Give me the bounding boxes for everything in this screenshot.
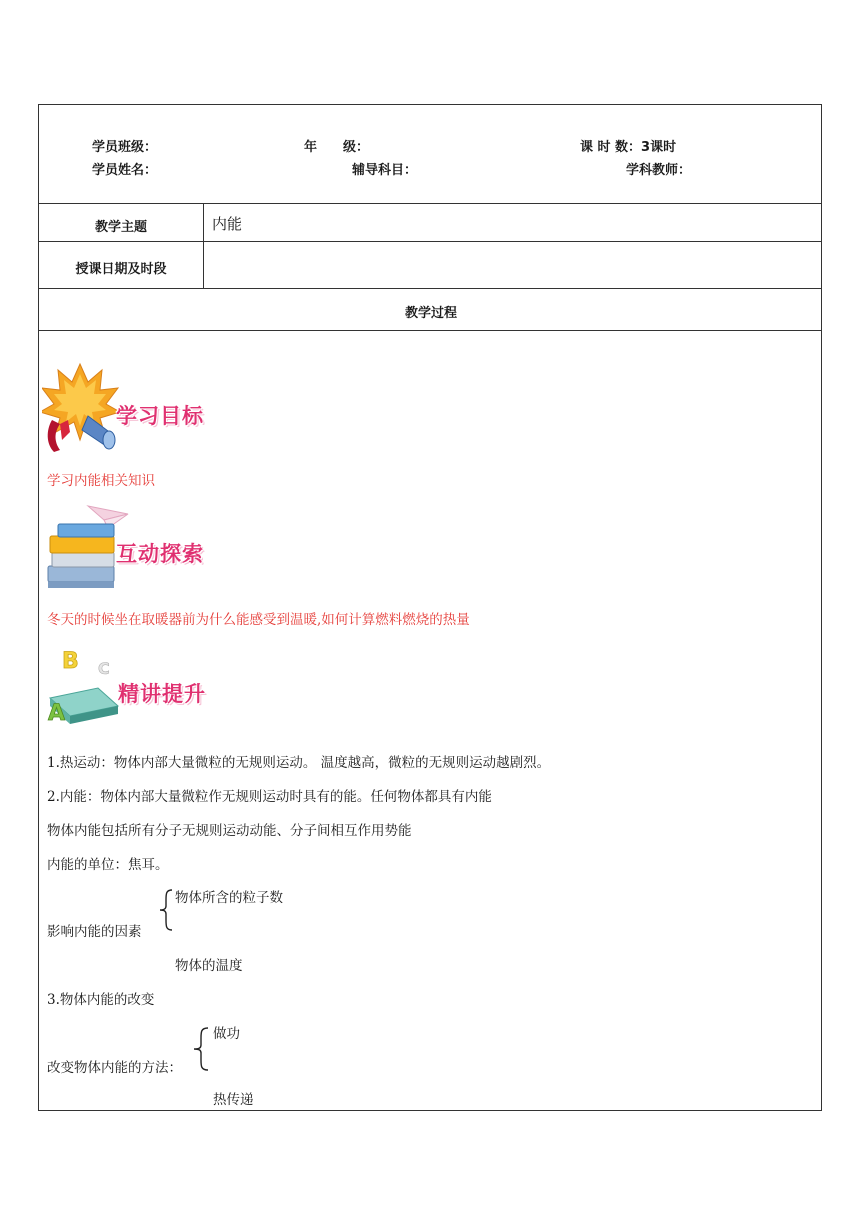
interactive-explore-title: 互动探索 — [116, 542, 204, 566]
factor-label: 影响内能的因素 — [47, 924, 142, 940]
content-line-5: 3.物体内能的改变 — [47, 992, 155, 1008]
interactive-explore-text: 冬天的时候坐在取暖器前为什么能感受到温暖,如何计算燃料燃烧的热量 — [47, 612, 470, 628]
content-line-4: 内能的单位：焦耳。 — [47, 857, 169, 873]
method-top: 做功 — [213, 1026, 240, 1042]
abc-book-icon — [42, 644, 122, 730]
subject-label: 辅导科目： — [352, 163, 418, 178]
brace-icon — [158, 888, 174, 932]
lecture-banner — [42, 644, 222, 730]
teacher-label: 学科教师： — [626, 163, 692, 178]
learning-goal-title: 学习目标 — [116, 404, 204, 428]
interactive-explore-banner — [42, 502, 222, 594]
svg-text:C: C — [98, 659, 110, 678]
svg-text:A: A — [48, 701, 66, 726]
divider — [39, 203, 821, 204]
factor-bottom: 物体的温度 — [175, 958, 243, 974]
method-label: 改变物体内能的方法： — [47, 1060, 182, 1076]
date-label: 授课日期及时段 — [75, 262, 167, 277]
divider — [39, 241, 821, 242]
topic-label: 教学主题 — [94, 220, 147, 235]
maple-leaf-bell-icon — [42, 360, 122, 456]
process-label: 教学过程 — [404, 306, 457, 321]
hours-label: 课 时 数：3课时 — [580, 140, 677, 155]
grade-label: 年 级： — [304, 140, 370, 155]
learning-goal-text: 学习内能相关知识 — [47, 473, 155, 489]
method-bottom: 热传递 — [213, 1092, 254, 1108]
content-line-3: 物体内能包括所有分子无规则运动动能、分子间相互作用势能 — [47, 823, 412, 839]
lecture-title: 精讲提升 — [118, 682, 206, 706]
content-line-1: 1.热运动：物体内部大量微粒的无规则运动。 温度越高，微粒的无规则运动越剧烈。 — [47, 755, 551, 771]
learning-goal-banner — [42, 360, 222, 456]
divider — [39, 330, 821, 331]
brace-icon — [192, 1026, 210, 1072]
factor-top: 物体所含的粒子数 — [175, 890, 283, 906]
svg-text:B: B — [62, 649, 79, 674]
student-class-label: 学员班级： — [92, 140, 158, 155]
content-line-2: 2.内能：物体内部大量微粒作无规则运动时具有的能。任何物体都具有内能 — [47, 789, 492, 805]
student-name-label: 学员姓名： — [92, 163, 158, 178]
divider — [203, 203, 204, 288]
topic-value: 内能 — [212, 215, 243, 233]
divider — [39, 288, 821, 289]
